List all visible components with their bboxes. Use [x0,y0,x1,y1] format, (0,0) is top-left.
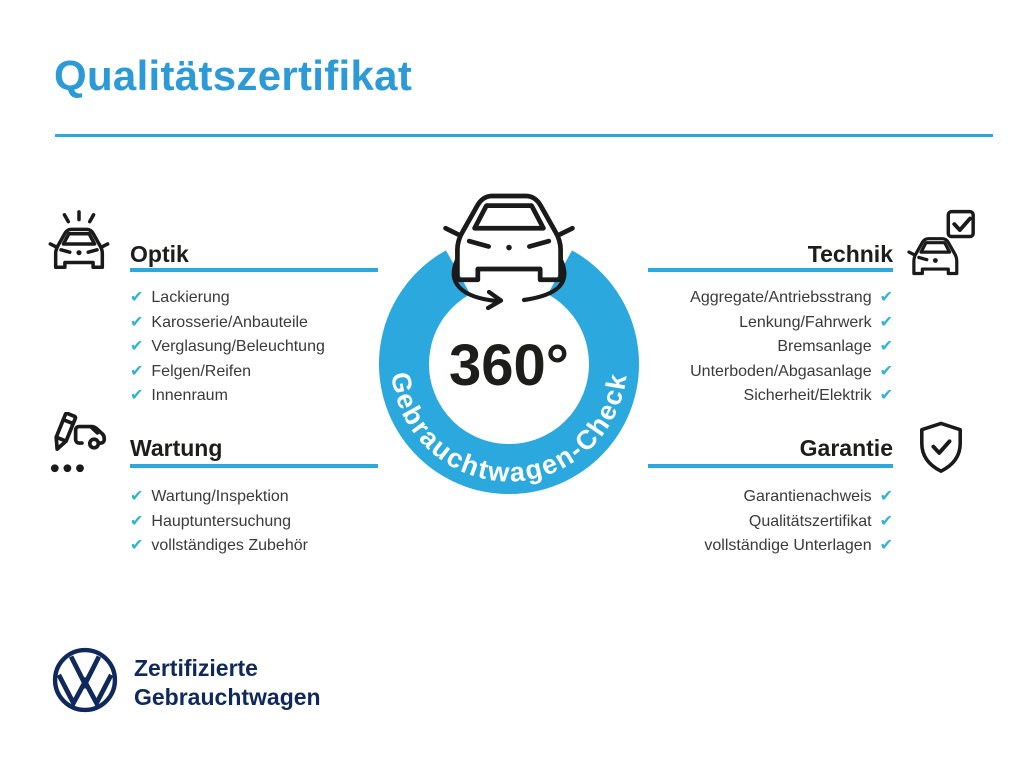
check-icon: ✔ [130,537,144,555]
check-icon: ✔ [130,362,144,380]
service-pencil-car-icon [44,412,116,476]
checklist-item: ✔ Innenraum [130,387,228,405]
check-icon: ✔ [130,488,144,506]
car-checkbox-icon [905,206,975,280]
section-title-technik: Technik [807,241,893,267]
checklist-item: ✔ Felgen/Reifen [130,362,252,380]
checklist-item: ✔ vollständiges Zubehör [130,537,308,555]
checklist-item: Aggregate/Antriebsstrang ✔ [690,289,893,307]
checklist-item: vollständige Unterlagen ✔ [704,537,893,555]
checklist-item: Unterboden/Abgasanlage ✔ [690,362,893,380]
checklist-item: Lenkung/Fahrwerk ✔ [739,313,893,331]
checklist-item: ✔ Verglasung/Beleuchtung [130,338,325,356]
footer-claim [134,654,321,712]
checklist-item: ✔ Karosserie/Anbauteile [130,313,308,331]
vw-logo [51,646,119,714]
check-icon: ✔ [879,488,893,506]
checklist-item: ✔ Wartung/Inspektion [130,488,289,506]
car-front-rotate-icon [446,196,573,308]
car-shine-icon [44,206,114,280]
garantie-divider [648,464,893,468]
check-icon: ✔ [879,289,893,307]
check-icon: ✔ [879,362,893,380]
optik-divider [130,268,378,272]
check-icon: ✔ [130,512,144,530]
wartung-checklist [130,485,308,559]
badge-360-check [368,178,650,510]
check-icon: ✔ [879,313,893,331]
check-icon: ✔ [879,387,893,405]
technik-divider [648,268,893,272]
footer-claim-line2: Gebrauchtwagen [134,684,321,710]
check-icon: ✔ [130,313,144,331]
shield-check-icon [916,420,966,476]
checklist-item: Qualitätszertifikat ✔ [748,512,893,530]
section-title-garantie: Garantie [799,435,893,461]
check-icon: ✔ [879,512,893,530]
checklist-item: Garantienachweis ✔ [743,488,893,506]
check-icon: ✔ [879,338,893,356]
checklist-item: ✔ Hauptuntersuchung [130,512,292,530]
checklist-item: Sicherheit/Elektrik ✔ [743,387,893,405]
footer-claim-line1: Zertifizierte [134,655,258,681]
check-icon: ✔ [879,537,893,555]
section-title-optik: Optik [130,241,189,267]
title-divider [55,134,993,137]
checklist-item: Bremsanlage ✔ [777,338,893,356]
check-icon: ✔ [130,289,144,307]
check-icon: ✔ [130,338,144,356]
badge-ring-label: Gebrauchtwagen-Check [385,369,633,488]
badge-degrees: 360° [449,333,569,398]
checklist-item: ✔ Lackierung [130,289,230,307]
optik-checklist [130,286,325,409]
page-title: Qualitätszertifikat [54,52,413,99]
wartung-divider [130,464,378,468]
section-title-wartung: Wartung [130,435,223,461]
check-icon: ✔ [130,387,144,405]
